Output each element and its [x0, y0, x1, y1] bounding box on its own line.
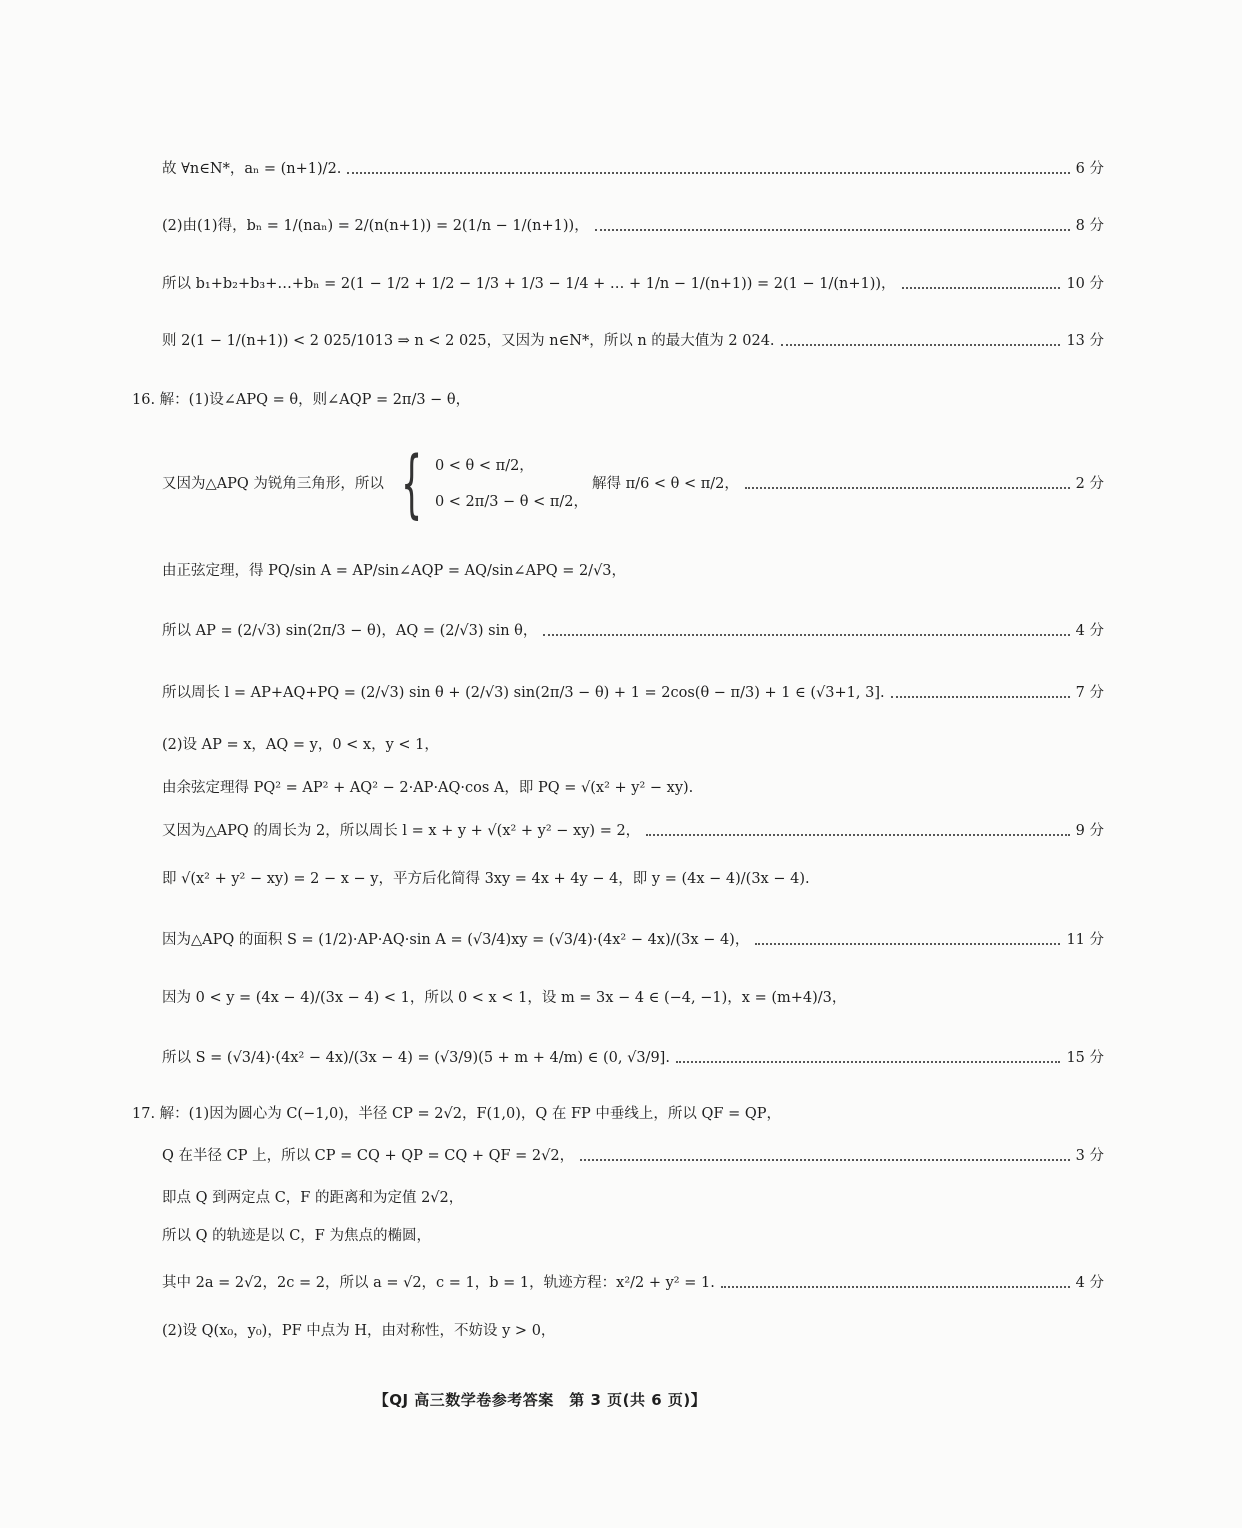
page-footer: 【QJ 高三数学卷参考答案 第 3 页(共 6 页)】 [373, 1391, 707, 1409]
score-label: 6 分 [1075, 161, 1104, 177]
score-label: 13 分 [1066, 333, 1104, 349]
dot-leader [543, 634, 1069, 636]
answer-text: 由余弦定理得 PQ² = AP² + AQ² − 2·AP·AQ·cos A，即 PQ = √(x² + y² − xy). [162, 780, 694, 796]
answer-text: 由正弦定理，得 PQ/sin A = AP/sin∠AQP = AQ/sin∠APQ = 2/√3， [162, 563, 627, 579]
answer-text: (2)设 AP = x，AQ = y，0 < x，y < 1， [162, 737, 439, 753]
answer-text: 又因为△APQ 的周长为 2，所以周长 l = x + y + √(x² + y² − xy) = 2， [162, 823, 641, 839]
dot-leader [902, 287, 1061, 289]
answer-line [0, 1191, 1242, 1206]
answer-text: 又因为△APQ 为锐角三角形，所以 [162, 475, 384, 492]
dot-leader [646, 834, 1069, 836]
answer-line [0, 219, 1242, 234]
answer-line [0, 991, 1242, 1006]
brace-row: 0 < θ < π/2， [434, 457, 534, 474]
score-label: 11 分 [1066, 932, 1104, 948]
answer-text: 故 ∀n∈N*，aₙ = (n+1)/2. [162, 161, 342, 177]
brace-row: 0 < 2π/3 − θ < π/2， [434, 494, 589, 510]
answer-text: 17. 解：(1)因为圆心为 C(−1,0)，半径 CP = 2√2，F(1,0)，Q 在 FP 中垂线上，所以 QF = QP， [132, 1106, 781, 1122]
answer-line [0, 686, 1242, 701]
answer-text: 16. 解：(1)设∠APQ = θ，则∠AQP = 2π/3 − θ， [132, 392, 471, 408]
score-label: 2 分 [1075, 475, 1104, 492]
answer-line [0, 872, 1242, 887]
answer-text: 所以周长 l = AP+AQ+PQ = (2/√3) sin θ + (2/√3) sin(2π/3 − θ) + 1 = 2cos(θ − π/3) + 1 ∈ (√3+1, 3]. [162, 685, 885, 701]
answer-line [0, 781, 1242, 796]
left-brace: { [400, 441, 423, 527]
answer-line [0, 1276, 1242, 1291]
answer-text: Q 在半径 CP 上，所以 CP = CQ + QP = CQ + QF = 2√2， [162, 1148, 575, 1164]
answer-line [0, 1229, 1242, 1244]
answer-text: 所以 b₁+b₂+b₃+…+bₙ = 2(1 − 1/2 + 1/2 − 1/3 + 1/3 − 1/4 + … + 1/n − 1/(n+1)) = 2(1 − 1/(n+1))， [162, 276, 896, 292]
score-label: 7 分 [1075, 685, 1104, 701]
dot-leader [347, 172, 1069, 174]
score-label: 4 分 [1075, 1275, 1104, 1291]
answer-line [0, 624, 1242, 639]
answer-text: 因为 0 < y = (4x − 4)/(3x − 4) < 1，所以 0 < x < 1，设 m = 3x − 4 ∈ (−4, −1)，x = (m+4)/3， [162, 990, 847, 1006]
answer-text: 解得 π/6 < θ < π/2， [592, 475, 739, 492]
answer-line [0, 738, 1242, 753]
dot-leader [745, 487, 1070, 489]
score-label: 3 分 [1075, 1148, 1104, 1164]
dot-leader [891, 696, 1070, 698]
answer-line [0, 1051, 1242, 1066]
dot-leader [755, 943, 1060, 945]
score-label: 9 分 [1075, 823, 1104, 839]
dot-leader [781, 344, 1061, 346]
answer-text: 因为△APQ 的面积 S = (1/2)·AP·AQ·sin A = (√3/4)xy = (√3/4)·(4x² − 4x)/(3x − 4)， [162, 932, 750, 948]
answer-line [0, 824, 1242, 839]
score-label: 15 分 [1066, 1050, 1104, 1066]
question-heading [0, 1107, 1212, 1122]
dot-leader [580, 1159, 1070, 1161]
dot-leader [721, 1286, 1070, 1288]
answer-text: (2)设 Q(x₀，y₀)，PF 中点为 H，由对称性，不妨设 y > 0， [162, 1323, 556, 1339]
answer-text: 所以 S = (√3/4)·(4x² − 4x)/(3x − 4) = (√3/9)(5 + m + 4/m) ∈ (0, √3/9]. [162, 1050, 670, 1066]
answer-line [0, 1149, 1242, 1164]
answer-text: 即点 Q 到两定点 C，F 的距离和为定值 2√2， [162, 1190, 464, 1206]
answer-text: 所以 Q 的轨迹是以 C，F 为焦点的椭圆， [162, 1228, 431, 1244]
answer-line [0, 162, 1242, 177]
brace-system [388, 441, 589, 527]
dot-leader [676, 1061, 1060, 1063]
score-label: 10 分 [1066, 276, 1104, 292]
question-heading [0, 393, 1212, 408]
answer-line [0, 441, 1242, 527]
dot-leader [595, 229, 1070, 231]
answer-text: 则 2(1 − 1/(n+1)) < 2 025/1013 ⇒ n < 2 025，又因为 n∈N*，所以 n 的最大值为 2 024. [162, 333, 775, 349]
answer-line [0, 277, 1242, 292]
answer-text: 其中 2a = 2√2，2c = 2，所以 a = √2，c = 1，b = 1，轨迹方程：x²/2 + y² = 1. [162, 1275, 715, 1291]
answer-line [0, 933, 1242, 948]
answer-line [0, 1324, 1242, 1339]
answer-text: 即 √(x² + y² − xy) = 2 − x − y，平方后化简得 3xy = 4x + 4y − 4，即 y = (4x − 4)/(3x − 4). [162, 871, 810, 887]
score-label: 8 分 [1075, 218, 1104, 234]
answer-text: 所以 AP = (2/√3) sin(2π/3 − θ)，AQ = (2/√3) sin θ， [162, 623, 538, 639]
score-label: 4 分 [1075, 623, 1104, 639]
answer-text: (2)由(1)得，bₙ = 1/(naₙ) = 2/(n(n+1)) = 2(1/n − 1/(n+1))， [162, 218, 589, 234]
answer-line [0, 334, 1242, 349]
answer-line [0, 564, 1242, 579]
